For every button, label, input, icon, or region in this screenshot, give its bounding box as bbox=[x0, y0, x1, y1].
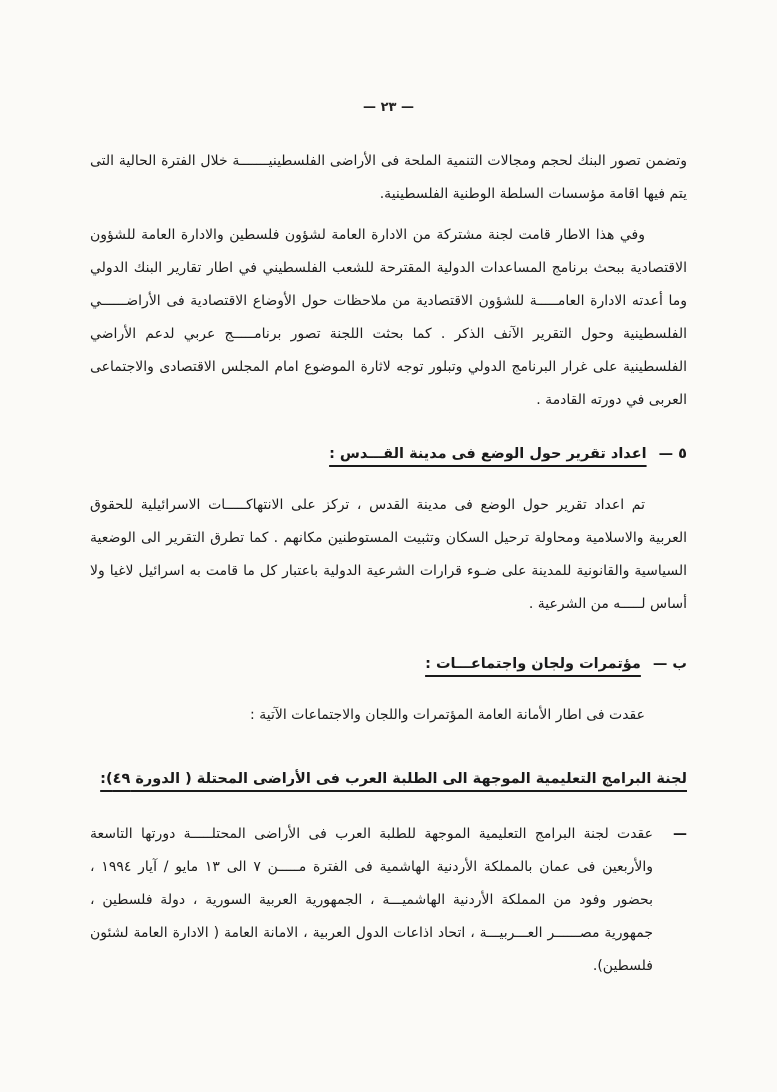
para-education-session-text: عقدت لجنة البرامج التعليمية الموجهة للطلبة العرب فى الأراضى المحتلـــــة دورتها التاسعة والأربعين فى عمان بالمملكة الأردنية الهاشمية فى الفترة مـــــن ٧ الى ١٣ مايو / آيار ١٩٩٤ ، بحضور وفود من المملكة الأردنية الهاشميـــة ، الجمهورية العربية السورية ، دولة فلسطين ، جمهورية مصــــــر العـــربيـــة ، اتحاد اذاعات الدول العربية ، الامانة العامة ( الادارة العامة لشئون فلسطين). bbox=[90, 826, 654, 974]
heading-jerusalem-report bbox=[90, 441, 687, 467]
para-education-committee-session bbox=[90, 818, 687, 983]
para-joint-committee-report: وفي هذا الاطار قامت لجنة مشتركة من الادارة العامة لشؤون فلسطين والادارة العامة للشؤون الاقتصادية ببحث برنامج المساعدات الدولية المقترحة للشعب الفلسطيني في اطار تقارير البنك الدولي وما أعدته الادارة العامـــــة للشؤون الاقتصادية من ملاحظات حول الأوضاع الاقتصادية فى الأراضــــــي الفلسطينية وحول التقرير الآنف الذكر . كما بحثت اللجنة تصور برنامـــــج عربي لدعم الأراضي الفلسطينية على غرار البرنامج الدولي وتبلور توجه لاثارة الموضوع امام المجلس الاقتصادى والاجتماعى العربى في دورته القادمة . bbox=[90, 227, 687, 408]
section-letter-b: ب — bbox=[652, 656, 687, 672]
heading-education-committee: لجنة البرامج التعليمية الموجهة الى الطلبة العرب فى الأراضى المحتلة ( الدورة ٤٩): bbox=[100, 771, 687, 787]
para-bank-development-vision: وتضمن تصور البنك لحجم ومجالات التنمية الملحة فى الأراضى الفلسطينيـــــــة خلال الفترة الحالية التى يتم فيها اقامة مؤسسات السلطة الوطنية الفلسطينية. bbox=[90, 153, 687, 202]
section-number-5: ٥ — bbox=[658, 446, 687, 462]
para-jerusalem-report-content: تم اعداد تقرير حول الوضع فى مدينة القدس ، تركز على الانتهاكـــــات الاسرائيلية للحقوق العربية والاسلامية ومحاولة ترحيل السكان وتثبيت المستوطنين مكانهم . كما تطرق التقرير الى الوضعية السياسية والقانونية للمدينة على ضـوء قرارات الشرعية الدولية باعتبار كل ما قامت به اسرائيل لاغيا ولا أساس لـــــه من الشرعية . bbox=[90, 497, 687, 612]
dash-marker: — bbox=[673, 826, 687, 842]
heading-conferences-title: مؤتمرات ولجان واجتماعـــات : bbox=[425, 656, 641, 672]
page-number: — ٢٣ — bbox=[363, 100, 414, 115]
heading-jerusalem-report-title: اعداد تقرير حول الوضع فى مدينة القـــدس : bbox=[329, 446, 647, 462]
para-conferences-intro: عقدت فى اطار الأمانة العامة المؤتمرات واللجان والاجتماعات الآتية : bbox=[250, 707, 645, 723]
heading-conferences bbox=[90, 651, 687, 677]
